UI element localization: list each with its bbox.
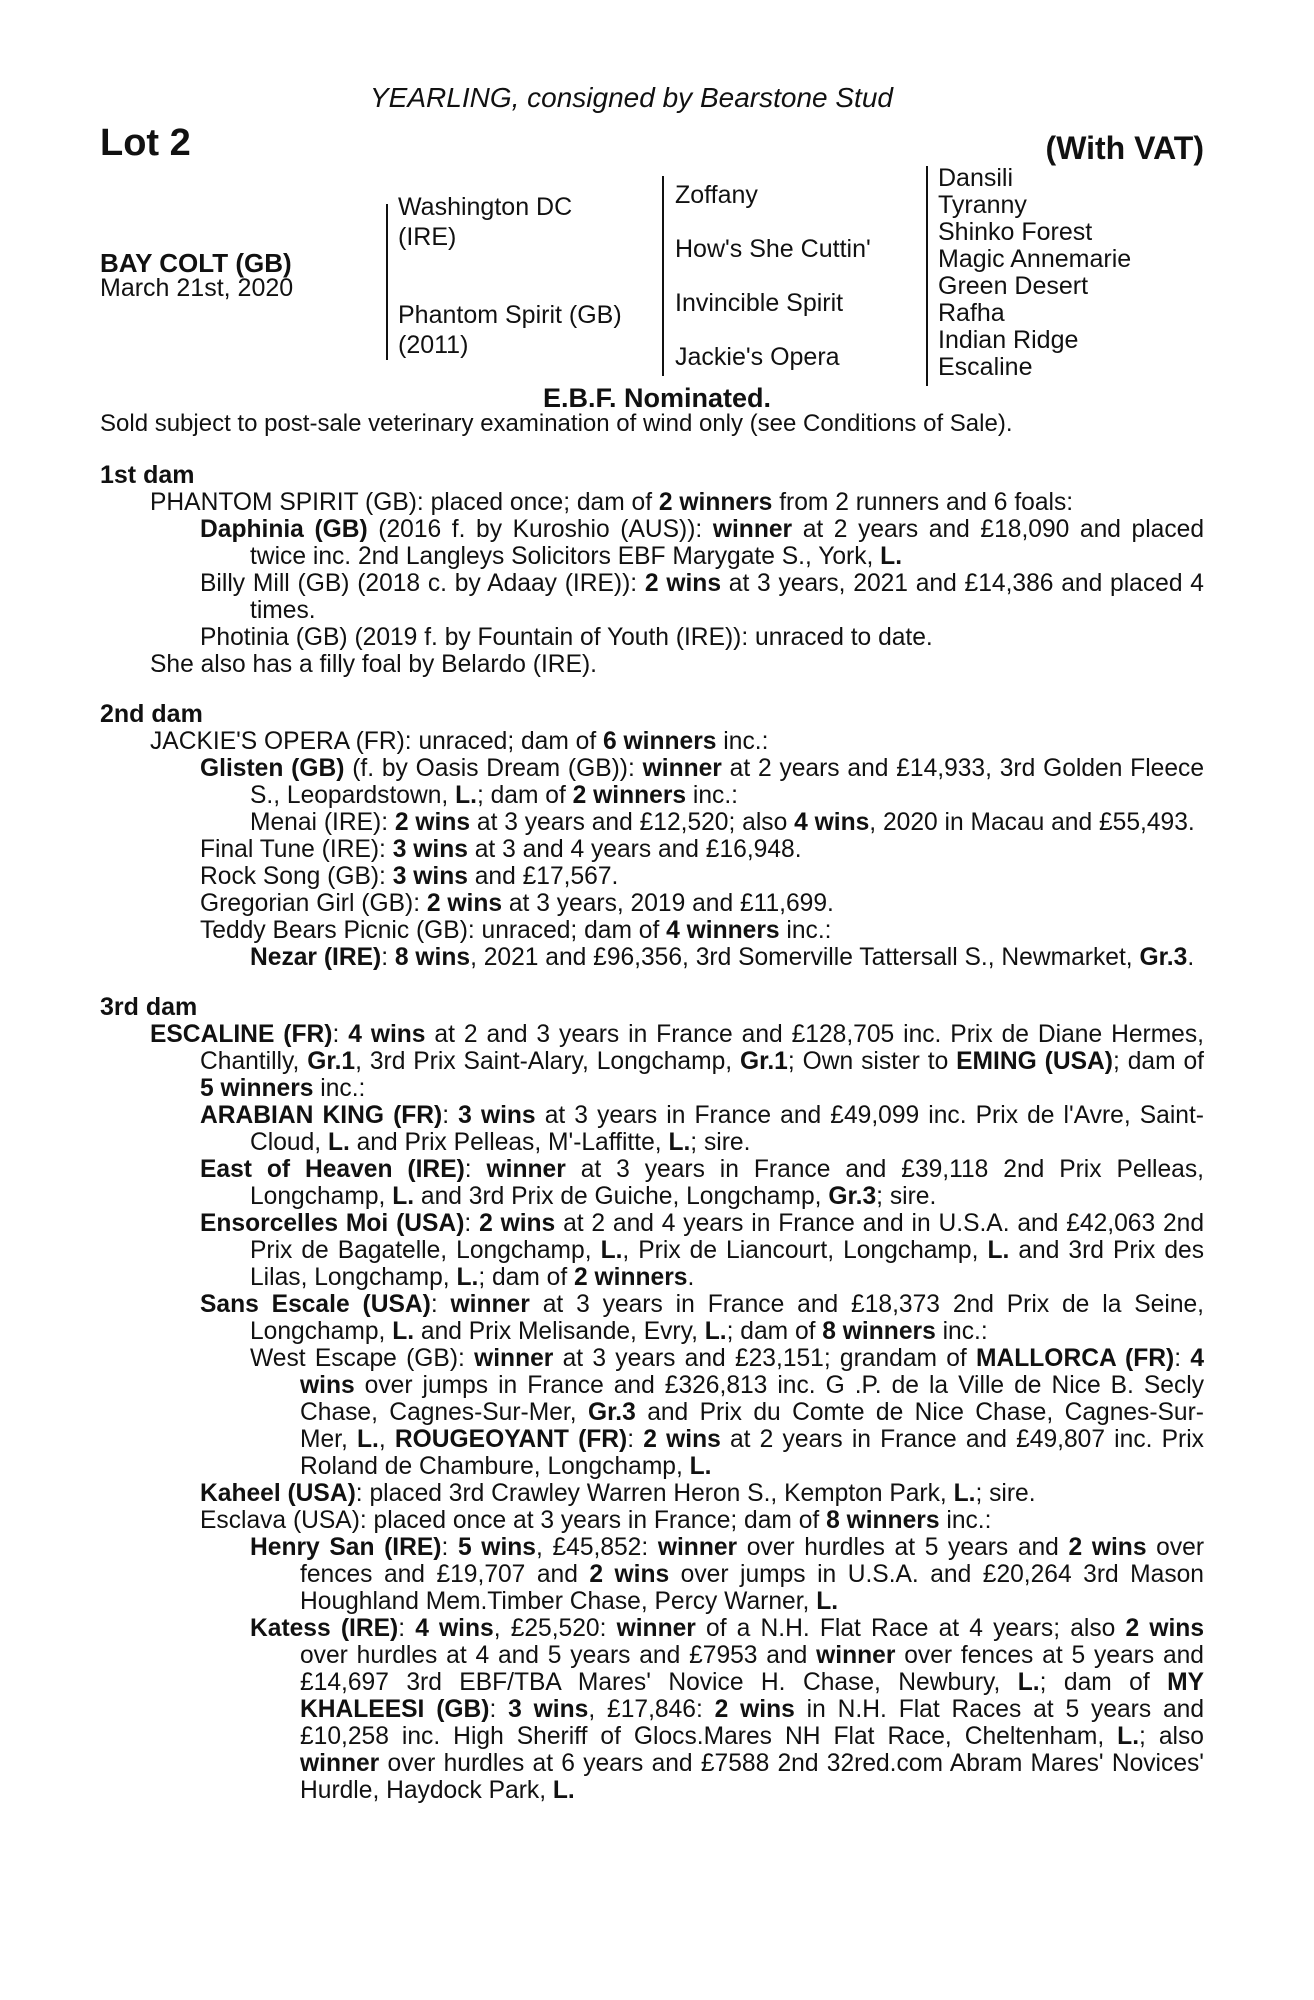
bold-run: 2 wins (394, 809, 471, 836)
bold-run: L. (552, 1777, 575, 1804)
text-run: and Prix Pelleas, M'-Laffitte, (349, 1129, 669, 1156)
bold-run: winner (657, 1534, 738, 1561)
bold-run: 2 wins (1068, 1534, 1147, 1561)
text-run: at 2 years and £14,933, 3rd Golden Fleece S., Leopardstown, (250, 755, 1204, 809)
bold-run: 3 wins (508, 1696, 589, 1723)
sire-name: Washington DC (IRE) (398, 193, 573, 251)
bold-run: 2 wins (643, 1426, 721, 1453)
text-run: at 2 and 3 years in France and £128,705 inc. Prix de Diane Hermes, Chantilly, (200, 1021, 1204, 1075)
bold-run: 2 wins (589, 1561, 670, 1588)
text-run: over fences at 5 years and £14,697 3rd EBF/TBA Mares' Novice H. Chase, Newbury, (300, 1642, 1204, 1696)
text-run: , £17,846: (588, 1696, 715, 1723)
ggp-5: Green Desert (938, 272, 1089, 300)
bold-run: Gr.3 (828, 1183, 877, 1210)
bold-run: 2 wins (644, 570, 721, 597)
text-run: and 3rd Prix des Lilas, Longchamp, (250, 1237, 1204, 1291)
pedigree-entry (100, 1291, 1204, 1345)
text-run: Final Tune (IRE): (200, 836, 393, 863)
bold-run: Gr.3 (1139, 944, 1188, 971)
text-run: : (430, 1291, 451, 1318)
bold-run: Glisten (GB) (200, 755, 345, 782)
text-run: inc.: (939, 1507, 992, 1534)
text-run: inc.: (313, 1075, 366, 1102)
bold-run: 5 winners (200, 1075, 314, 1102)
text-run: Billy Mill (GB) (2018 c. by Adaay (IRE)): (200, 570, 645, 597)
text-run: at 2 and 4 years in France and in U.S.A. and £42,063 2nd Prix de Bagatelle, Longchamp, (250, 1210, 1205, 1264)
section-title: 2nd dam (100, 700, 203, 728)
bold-run: Katess (IRE) (250, 1615, 399, 1642)
bold-run: Gr.1 (740, 1048, 788, 1075)
bold-run: 4 wins (415, 1615, 494, 1642)
bold-run: ROUGEOYANT (FR) (394, 1426, 628, 1453)
text-run: over fences and £19,707 and (300, 1534, 1205, 1588)
text-run: from 2 runners and 6 foals: (772, 489, 1074, 516)
ggp-1: Dansili (938, 164, 1014, 192)
pedigree-entry (100, 1507, 1204, 1534)
text-run: Esclava (USA): placed once at 3 years in France; dam of (200, 1507, 827, 1534)
text-run: and £17,567. (467, 863, 619, 890)
bold-run: 2 winners (572, 782, 687, 809)
ggp-4: Magic Annemarie (938, 245, 1132, 273)
text-run: JACKIE'S OPERA (FR): unraced; dam of (150, 728, 604, 755)
pedigree-entry (100, 890, 1204, 917)
text-run: at 3 years in France and £49,099 inc. Prix de l'Avre, Saint-Cloud, (250, 1102, 1204, 1156)
text-run: ; also (1139, 1723, 1204, 1750)
text-run: and 3rd Prix de Guiche, Longchamp, (414, 1183, 829, 1210)
horse-description: BAY COLT (GB) (100, 248, 292, 278)
bold-run: winner (642, 755, 722, 782)
pedigree-entry (100, 1021, 1204, 1102)
text-run: , £45,852: (535, 1534, 658, 1561)
text-run: , (378, 1426, 395, 1453)
bold-run: Daphinia (GB) (200, 516, 368, 543)
text-run: She also has a filly foal by Belardo (IRE). (150, 651, 597, 678)
text-run: inc.: (686, 782, 739, 809)
bold-run: L. (392, 1183, 415, 1210)
bold-run: 4 wins (300, 1345, 1204, 1399)
bold-run: 2 winners (574, 1264, 688, 1291)
text-run: at 3 years and £12,520; also (470, 809, 795, 836)
produce-record (100, 462, 1204, 1804)
text-run: ; sire. (876, 1183, 937, 1210)
text-run: , 2020 in Macau and £55,493. (869, 809, 1195, 836)
text-run: : (442, 1102, 459, 1129)
bold-run: MY KHALEESI (GB) (300, 1669, 1205, 1723)
text-run: (f. by Oasis Dream (GB)): (344, 755, 643, 782)
text-run: West Escape (GB): (250, 1345, 475, 1372)
text-run: , Prix de Liancourt, Longchamp, (622, 1237, 988, 1264)
ggp-6: Rafha (938, 299, 1005, 327)
pedigree-entry (100, 728, 1204, 755)
bold-run: Ensorcelles Moi (USA) (200, 1210, 465, 1237)
bold-run: 5 wins (457, 1534, 536, 1561)
ggp-8: Escaline (938, 353, 1033, 381)
pedigree-entry (100, 489, 1204, 516)
text-run: ; dam of (1039, 1669, 1168, 1696)
bold-run: 3 wins (458, 1102, 536, 1129)
text-run: : (464, 1156, 487, 1183)
bold-run: L. (689, 1453, 712, 1480)
bold-run: 8 winners (826, 1507, 940, 1534)
text-run: at 3 years in France and £18,373 2nd Prix de la Seine, Longchamp, (250, 1291, 1205, 1345)
text-run: : (441, 1534, 458, 1561)
text-run: . (687, 1264, 695, 1291)
text-run: ; sire. (975, 1480, 1036, 1507)
text-run: over jumps in France and £326,813 inc. G .P. de la Ville de Nice B. Secly Chase, Cagnes-Sur-Mer, (300, 1372, 1204, 1426)
granddam-paternal: How's She Cuttin' (675, 235, 871, 263)
bold-run: L. (456, 1264, 479, 1291)
text-run: PHANTOM SPIRIT (GB): placed once; dam of (150, 489, 659, 516)
pedigree-entry (100, 1615, 1204, 1804)
bold-run: 4 wins (794, 809, 870, 836)
text-run: at 2 years and £18,090 and placed twice inc. 2nd Langleys Solicitors EBF Marygate S., York, (250, 516, 1204, 570)
bold-run: winner (474, 1345, 554, 1372)
pedigree-entry (100, 1534, 1204, 1615)
text-run: : (1174, 1345, 1191, 1372)
text-run: over hurdles at 4 and 5 years and £7953 and (300, 1642, 817, 1669)
pedigree-bracket-2 (662, 176, 664, 376)
bold-run: L. (987, 1237, 1010, 1264)
bold-run: winner (486, 1156, 566, 1183)
pedigree-entry (100, 1102, 1204, 1156)
text-run: : (381, 944, 395, 971)
pedigree-entry (100, 570, 1204, 624)
text-run: Teddy Bears Picnic (GB): unraced; dam of (200, 917, 667, 944)
pedigree-entry (100, 944, 1204, 971)
text-run: ; dam of (476, 782, 573, 809)
bold-run: winner (816, 1642, 896, 1669)
bold-run: L. (816, 1588, 839, 1615)
bold-run: 4 winners (666, 917, 780, 944)
ebf-nomination: E.B.F. Nominated. (542, 383, 772, 413)
text-run: at 3 years, 2019 and £11,699. (502, 890, 834, 917)
text-run: Menai (IRE): (250, 809, 395, 836)
text-run: at 2 years in France and £49,807 inc. Prix Roland de Chambure, Longchamp, (300, 1426, 1204, 1480)
text-run: over jumps in U.S.A. and £20,264 3rd Mason Houghland Mem.Timber Chase, Percy Warner, (300, 1561, 1204, 1615)
text-run: ; dam of (1112, 1048, 1204, 1075)
pedigree-entry (100, 809, 1204, 836)
text-run: Photinia (GB) (2019 f. by Fountain of Youth (IRE)): unraced to date. (200, 624, 933, 651)
bold-run: winner (616, 1615, 696, 1642)
bold-run: L. (327, 1129, 350, 1156)
bold-run: L. (1017, 1669, 1040, 1696)
text-run: ; dam of (478, 1264, 574, 1291)
text-run: : (627, 1426, 644, 1453)
text-run: , £25,520: (493, 1615, 617, 1642)
bold-run: Henry San (IRE) (250, 1534, 442, 1561)
pedigree-entry (100, 1345, 1204, 1480)
text-run: inc.: (935, 1318, 988, 1345)
bold-run: L. (392, 1318, 415, 1345)
bold-run: 2 winners (658, 489, 773, 516)
bold-run: winner (300, 1750, 380, 1777)
grandsire-maternal: Invincible Spirit (675, 289, 844, 317)
bold-run: L. (357, 1426, 379, 1453)
text-run: : (398, 1615, 416, 1642)
pedigree-entry (100, 836, 1204, 863)
bold-run: winner (712, 516, 793, 543)
bold-run: 8 wins (394, 944, 471, 971)
text-run: (2016 f. by Kuroshio (AUS)): (367, 516, 713, 543)
text-run: over hurdles at 6 years and £7588 2nd 32red.com Abram Mares' Novices' Hurdle, Haydock Park, (300, 1750, 1204, 1804)
text-run: ; Own sister to (787, 1048, 957, 1075)
pedigree-entry (100, 755, 1204, 809)
text-run: and Prix Melisande, Evry, (414, 1318, 705, 1345)
text-run: at 3 years in France and £39,118 2nd Prix Pelleas, Longchamp, (250, 1156, 1204, 1210)
bold-run: 2 wins (714, 1696, 795, 1723)
bold-run: 3 wins (392, 863, 468, 890)
pedigree-entry (100, 1156, 1204, 1210)
text-run: inc.: (716, 728, 769, 755)
text-run: at 3 and 4 years and £16,948. (467, 836, 802, 863)
text-run: Rock Song (GB): (200, 863, 393, 890)
pedigree-entry (100, 624, 1204, 651)
granddam-maternal: Jackie's Opera (675, 343, 840, 371)
ggp-7: Indian Ridge (938, 326, 1079, 354)
text-run: , 2021 and £96,356, 3rd Somerville Tattersall S., Newmarket, (470, 944, 1140, 971)
section-title: 3rd dam (100, 993, 198, 1021)
bold-run: 6 winners (603, 728, 717, 755)
bold-run: MALLORCA (FR) (976, 1345, 1175, 1372)
pedigree-entry (100, 651, 1204, 678)
section-title: 1st dam (100, 461, 195, 489)
ggp-3: Shinko Forest (938, 218, 1093, 246)
text-run: : (332, 1021, 349, 1048)
text-run: of a N.H. Flat Race at 4 years; also (695, 1615, 1126, 1642)
text-run: : placed 3rd Crawley Warren Heron S., Kempton Park, (355, 1480, 954, 1507)
bold-run: Gr.3 (587, 1399, 636, 1426)
bold-run: Gr.1 (307, 1048, 356, 1075)
bold-run: Nezar (IRE) (250, 944, 382, 971)
pedigree-bracket-1 (386, 204, 388, 360)
text-run: , 3rd Prix Saint-Alary, Longchamp, (355, 1048, 740, 1075)
pedigree-entry (100, 516, 1204, 570)
bold-run: 2 wins (479, 1210, 556, 1237)
grandsire-paternal: Zoffany (675, 181, 758, 209)
pedigree-entry (100, 917, 1204, 944)
pedigree-entry (100, 1480, 1204, 1507)
text-run: : (464, 1210, 480, 1237)
bold-run: winner (450, 1291, 530, 1318)
ggp-2: Tyranny (938, 191, 1027, 219)
text-run: ; sire. (690, 1129, 751, 1156)
text-run: in N.H. Flat Races at 5 years and £10,258 inc. High Sheriff of Glocs.Mares NH Flat Race, Cheltenham, (300, 1696, 1205, 1750)
text-run: . (1187, 944, 1195, 971)
text-run: : (489, 1696, 509, 1723)
bold-run: L. (600, 1237, 623, 1264)
text-run: Gregorian Girl (GB): (200, 890, 427, 917)
text-run: at 3 years and £23,151; grandam of (553, 1345, 977, 1372)
bold-run: L. (953, 1480, 976, 1507)
sale-condition: Sold subject to post-sale veterinary examination of wind only (see Conditions of Sale). (100, 410, 1013, 437)
text-run: ; dam of (726, 1318, 823, 1345)
lot-number: Lot 2 (100, 122, 191, 164)
text-run: and Prix du Comte de Nice Chase, Cagnes-Sur-Mer, (300, 1399, 1204, 1453)
bold-run: ESCALINE (FR) (150, 1021, 333, 1048)
bold-run: 4 wins (348, 1021, 426, 1048)
pedigree-entry (100, 863, 1204, 890)
pedigree-bracket-3 (926, 166, 928, 386)
text-run: over hurdles at 5 years and (737, 1534, 1069, 1561)
vat-note: (With VAT) (1045, 130, 1204, 166)
bold-run: Kaheel (USA) (200, 1480, 356, 1507)
bold-run: L. (1117, 1723, 1140, 1750)
bold-run: East of Heaven (IRE) (200, 1156, 465, 1183)
consignor-line: YEARLING, consigned by Bearstone Stud (370, 82, 893, 113)
bold-run: Sans Escale (USA) (200, 1291, 431, 1318)
bold-run: 2 wins (426, 890, 503, 917)
foaling-date: March 21st, 2020 (100, 274, 294, 302)
bold-run: L. (668, 1129, 691, 1156)
bold-run: EMING (USA) (956, 1048, 1113, 1075)
bold-run: 3 wins (392, 836, 468, 863)
bold-run: ARABIAN KING (FR) (200, 1102, 443, 1129)
great-grandparents (938, 165, 1131, 381)
text-run: inc.: (779, 917, 832, 944)
text-run: at 3 years, 2021 and £14,386 and placed 4 times. (250, 570, 1204, 624)
bold-run: L. (455, 782, 477, 809)
bold-run: 2 wins (1125, 1615, 1204, 1642)
bold-run: L. (704, 1318, 727, 1345)
pedigree-entry (100, 1210, 1204, 1291)
bold-run: L. (880, 543, 903, 570)
bold-run: 8 winners (822, 1318, 936, 1345)
dam-name: Phantom Spirit (GB) (2011) (398, 301, 622, 359)
